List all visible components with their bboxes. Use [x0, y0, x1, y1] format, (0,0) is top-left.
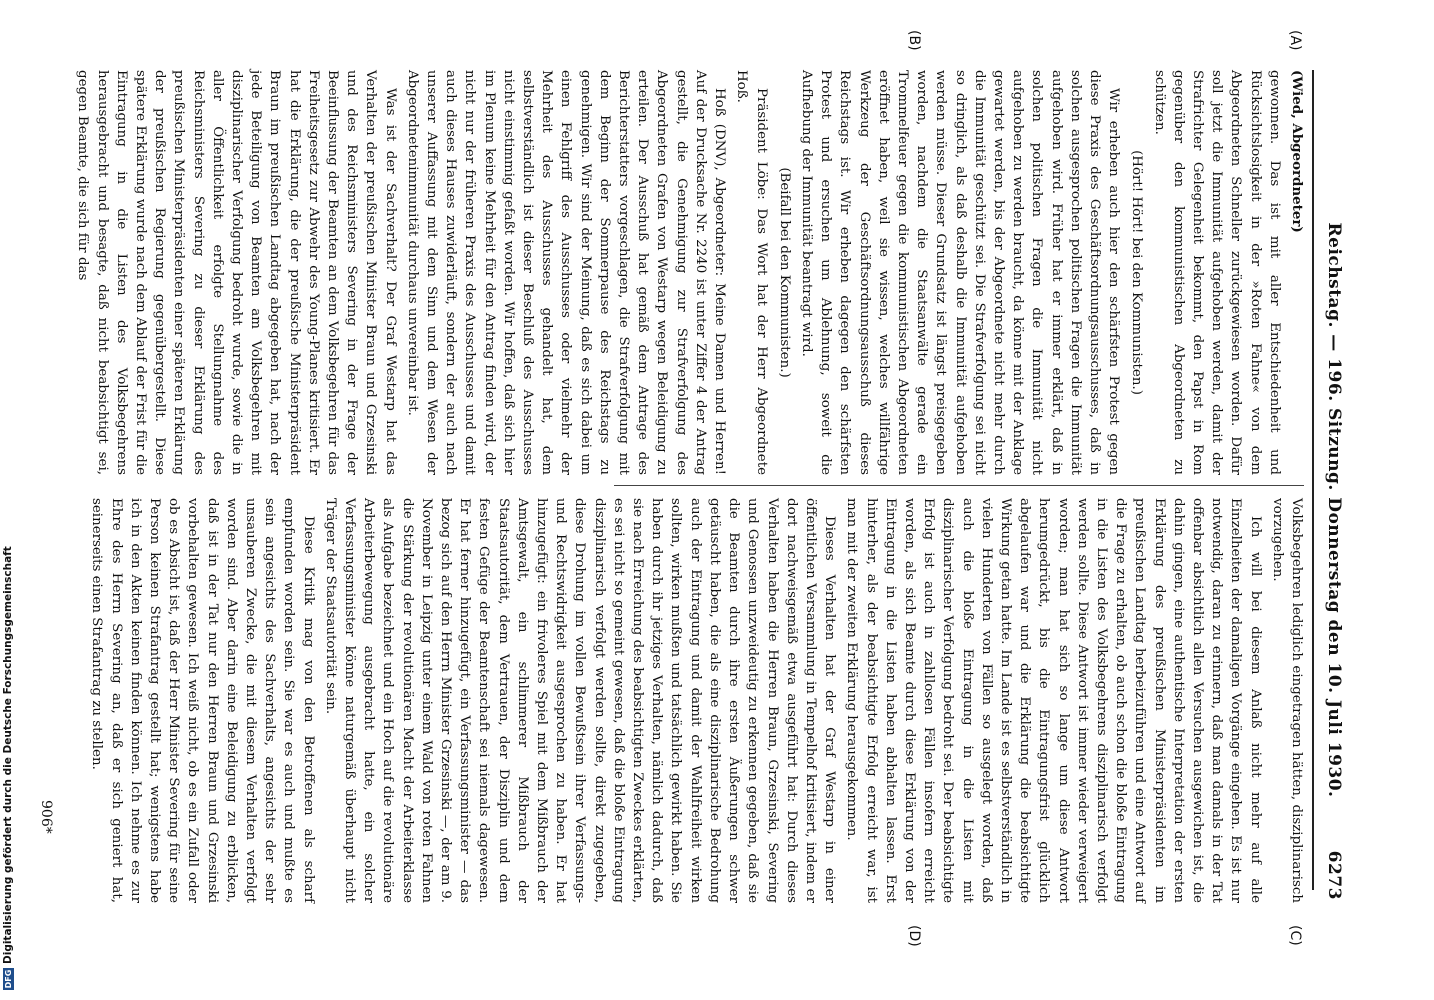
credit-text: Digitalisierung gefördert durch die Deutsche Forschungsgemeinschaft	[2, 546, 14, 964]
speaker-intro: (Wied, Abgeordneter)	[1289, 70, 1305, 233]
page-mark: 906*	[38, 800, 54, 834]
dfg-logo-icon: DFG	[3, 969, 13, 989]
page-header	[1312, 70, 1352, 950]
paragraph: Dieses Verhalten hat der Graf Westarp in einer öffentlichen Versammlung in Tempelhof kritisiert, indem er dort nachweisgemäß etwa ausgeführt hat: Durch dieses Verhalten haben die Herren Braun, Grzesinski, Severing und Genossen unzweideutig zu erkennen gegeben, daß sie die Beamten durch ihre ersten Äußerungen schwer getäuscht haben, die als eine disziplinarische Bedrohung auch der Eintragung und damit der Wahlfreiheit wirken sollten, wirken mußten und tatsächlich gewirkt haben. Sie haben durch ihr jetziges Verhalten, nämlich dadurch, daß sie nach Erreichung des beabsichtigten Zweckes erklärten, es sei nicht so gemeint gewesen, daß die bloße Eintragung disziplinarisch verfolgt werden sollte, direkt zugegeben, diese Drohung im vollen Bewußtsein ihrer Verfassungs- und Rechtswidrigkeit ausgesprochen zu haben. Er hat hinzugefügt: ein frivoleres Spiel mit dem Mißbrauch der Amtsgewalt, ein schlimmerer Mißbrauch der Staatsautorität, dem Vertrauen, der Disziplin und dem festen Gefüge der Beamtenschaft sei niemals dagewesen. Er hat ferner hinzugefügt, ein Verfassungsminister — das bezog sich auf den Herrn Minister Grzesinski —, der am 9. November in Leipzig unter einem Wald von roten Fahnen die Stärkung der revolutionären Macht der Arbeiterklasse als Aufgabe bezeichnet und ein Hoch auf die revolutionäre Arbeiterbewegung ausgebracht hatte, ein solcher Verfassungsminister könne naturgemäß überhaupt nicht Träger der Staatsautorität sein.	[322, 498, 838, 903]
paragraph: Präsident Löbe: Das Wort hat der Herr Abgeordnete Hoß.	[734, 70, 769, 475]
margin-marker-b: (B)	[906, 30, 922, 51]
column-left	[70, 70, 1306, 475]
margin-marker-d: (D)	[906, 925, 922, 947]
column-divider	[614, 485, 1304, 486]
digitization-credit	[2, 546, 14, 990]
interjection: (Beifall bei den Kommunisten.)	[776, 167, 792, 378]
page-number: 6273	[1324, 850, 1344, 900]
paragraph: Diese Kritik mag von den Betroffenen als scharf empfunden worden sein. Sie war es auch und mußte es sein angesichts des Sachverhalts, angesichts der sehr unsauberen Zwecke, die mit diesem Verhalten verfolgt worden sind. Aber darin eine Beleidigung zu erblicken, daß ist in der Tat nur den Herren Braun und Grzesinski vorbehalten gewesen. Ich weiß nicht, ob es ein Zufall oder ob es Absicht ist, daß der Herr Minister Severing für seine Person keinen Strafantrag gestellt hat; wenigstens habe ich in den Akten keinen finden können. Ich nehme es zur Ehre des Herrn Severing an, daß er sich geniert hat, seinerseits einen Strafantrag zu stellen.	[89, 498, 316, 903]
paragraph: Volksbegehren lediglich eingetragen hätten, disziplinarisch vorzugehen.	[1269, 498, 1304, 903]
paragraph: Was ist der Sachverhalt? Der Graf Westarp hat das Verhalten der preußischen Minister Braun und Grzesinski und des Reichsministers Severing in der Frage der Beeinflussung der Beamten an dem Volksbegehren für das Freiheitsgesetz zur Abwehr des Young-Planes kritisiert. Er hat die Erklärung, die der preußische Ministerpräsident Braun im preußischen Landtag abgegeben hat, nach der jede Beteiligung von Beamten am Volksbegehren mit disziplinarischer Verfolgung bedroht wurde, sowie die in aller Öffentlichkeit erfolgte Stellungnahme des Reichsministers Severing zu dieser Erklärung des preußischen Ministerpräsidenten einer späteren Erklärung der preußischen Regierung gegenübergestellt. Diese spätere Erklärung wurde nach dem Ablauf der Frist für die Eintragung in die Listen des Volksbegehrens herausgebracht und besagte, daß nicht beabsichtigt sei, gegen Beamte, die sich für das	[75, 70, 398, 475]
page-title: Reichstag. — 196. Sitzung. Donnerstag den 10. Juli 1930.	[1324, 222, 1344, 798]
interjection: (Hört! Hört! bei den Kommunisten.)	[1129, 150, 1145, 395]
header-rule	[1312, 70, 1314, 890]
paragraph: Hoß (DNV), Abgeordneter: Meine Damen und Herren! Auf der Drucksache Nr. 2240 ist unter Ziffer 4 der Antrag gestellt, die Genehmigung zur Strafverfolgung des Abgeordneten Grafen von Westarp wegen Beleidigung zu erteilen. Der Ausschuß hat gemäß dem Antrage des Berichterstatters vorgeschlagen, die Strafverfolgung mit dem Beginn der Sommerpause des Reichstags zu genehmigen. Wir sind der Meinung, daß es sich dabei um einen Fehlgriff des Ausschusses oder vielmehr der Mehrheit des Ausschusses gehandelt hat, dem selbstverständlich ist dieser Beschluß des Ausschusses nicht einstimmig gefaßt worden. Wir hoffen, daß sich hier im Plenum keine Mehrheit für den Antrag finden wird, der nicht nur der früheren Praxis des Ausschusses und damit auch dieses Hauses zuwiderläuft, sondern der auch nach unserer Auffassung mit dem Sinn und dem Wesen der Abgeordnetenimmunität durchaus unvereinbar ist.	[404, 70, 728, 475]
margin-marker-a: (A)	[1287, 30, 1303, 51]
paragraph: Ich will bei diesem Anlaß nicht mehr auf alle Einzelheiten der damaligen Vorgänge eingehen. Es ist nur notwendig, daran zu erinnern, daß man damals in der Tat offenbar absichtlich allen Versuchen ausgewichen ist, die dahin gingen, eine authentische Interpretation der ersten Erklärung des preußischen Ministerpräsidenten im preußischen Landtag herbeizuführen und eine Antwort auf die Frage zu erhalten, ob auch schon die bloße Eintragung in die Listen des Volksbegehrens disziplinarisch verfolgt werden sollte. Diese Antwort ist immer wieder verweigert worden; man hat sich so lange um diese Antwort herumgedrückt, bis die Eintragungsfrist glücklich abgelaufen war und die Erklärung die beabsichtigte Wirkung getan hatte. Im Lande ist es selbstverständlich in vielen Hunderten von Fällen so ausgelegt worden, daß auch die bloße Eintragung in die Listen mit disziplinarischer Verfolgung bedroht sei. Der beabsichtigte Erfolg ist auch in zahllosen Fällen insofern erreicht worden, als sich Beamte durch diese Erklärung von der Eintragung in die Listen haben abhalten lassen. Erst hinterher, als der beabsichtigte Erfolg erreicht war, ist man mit der zweiten Erklärung herausgekommen.	[844, 498, 1263, 903]
paragraph: gewonnen. Das ist mit aller Entschiedenheit und Rücksichtslosigkeit in der »Roten Fahne« von dem Abgeordneten Schneller zurückgewiesen worden. Dafür soll jetzt die Immunität aufgehoben werden, damit der Strafrichter Gelegenheit bekommt, den Papst in Rom gegenüber den kommunistischen Abgeordneten zu schützen.	[1151, 70, 1282, 475]
column-right	[84, 498, 1306, 903]
paragraph: Wir erheben auch hier den schärfsten Protest gegen diese Praxis des Geschäftsordnungsausschusses, daß in solchen ausgesprochen politischen Fragen die Immunität aufgehoben wird. Früher hat er immer erklärt, daß in solchen politischen Fragen die Immunität nicht aufgehoben zu werden braucht, da könne mit der Anklage gewartet werden, bis der Abgeordnete nicht mehr durch die Immunität geschützt sei. Die Strafverfolgung sei nicht so dringlich, als daß deshalb die Immunität aufgehoben werden müsse. Dieser Grundsatz ist längst preisgegeben worden, nachdem die Staatsanwälte gerade ein Trommelfeuer gegen die kommunistischen Abgeordneten eröffnet haben, weil sie wissen, welches willfährige Werkzeug der Geschäftsordnungsausschuß dieses Reichstags ist. Wir erheben dagegen den schärfsten Protest und ersuchen um Ablehnung, soweit die Aufhebung der Immunität beantragt wird.	[798, 70, 1122, 475]
margin-marker-c: (C)	[1287, 925, 1303, 946]
